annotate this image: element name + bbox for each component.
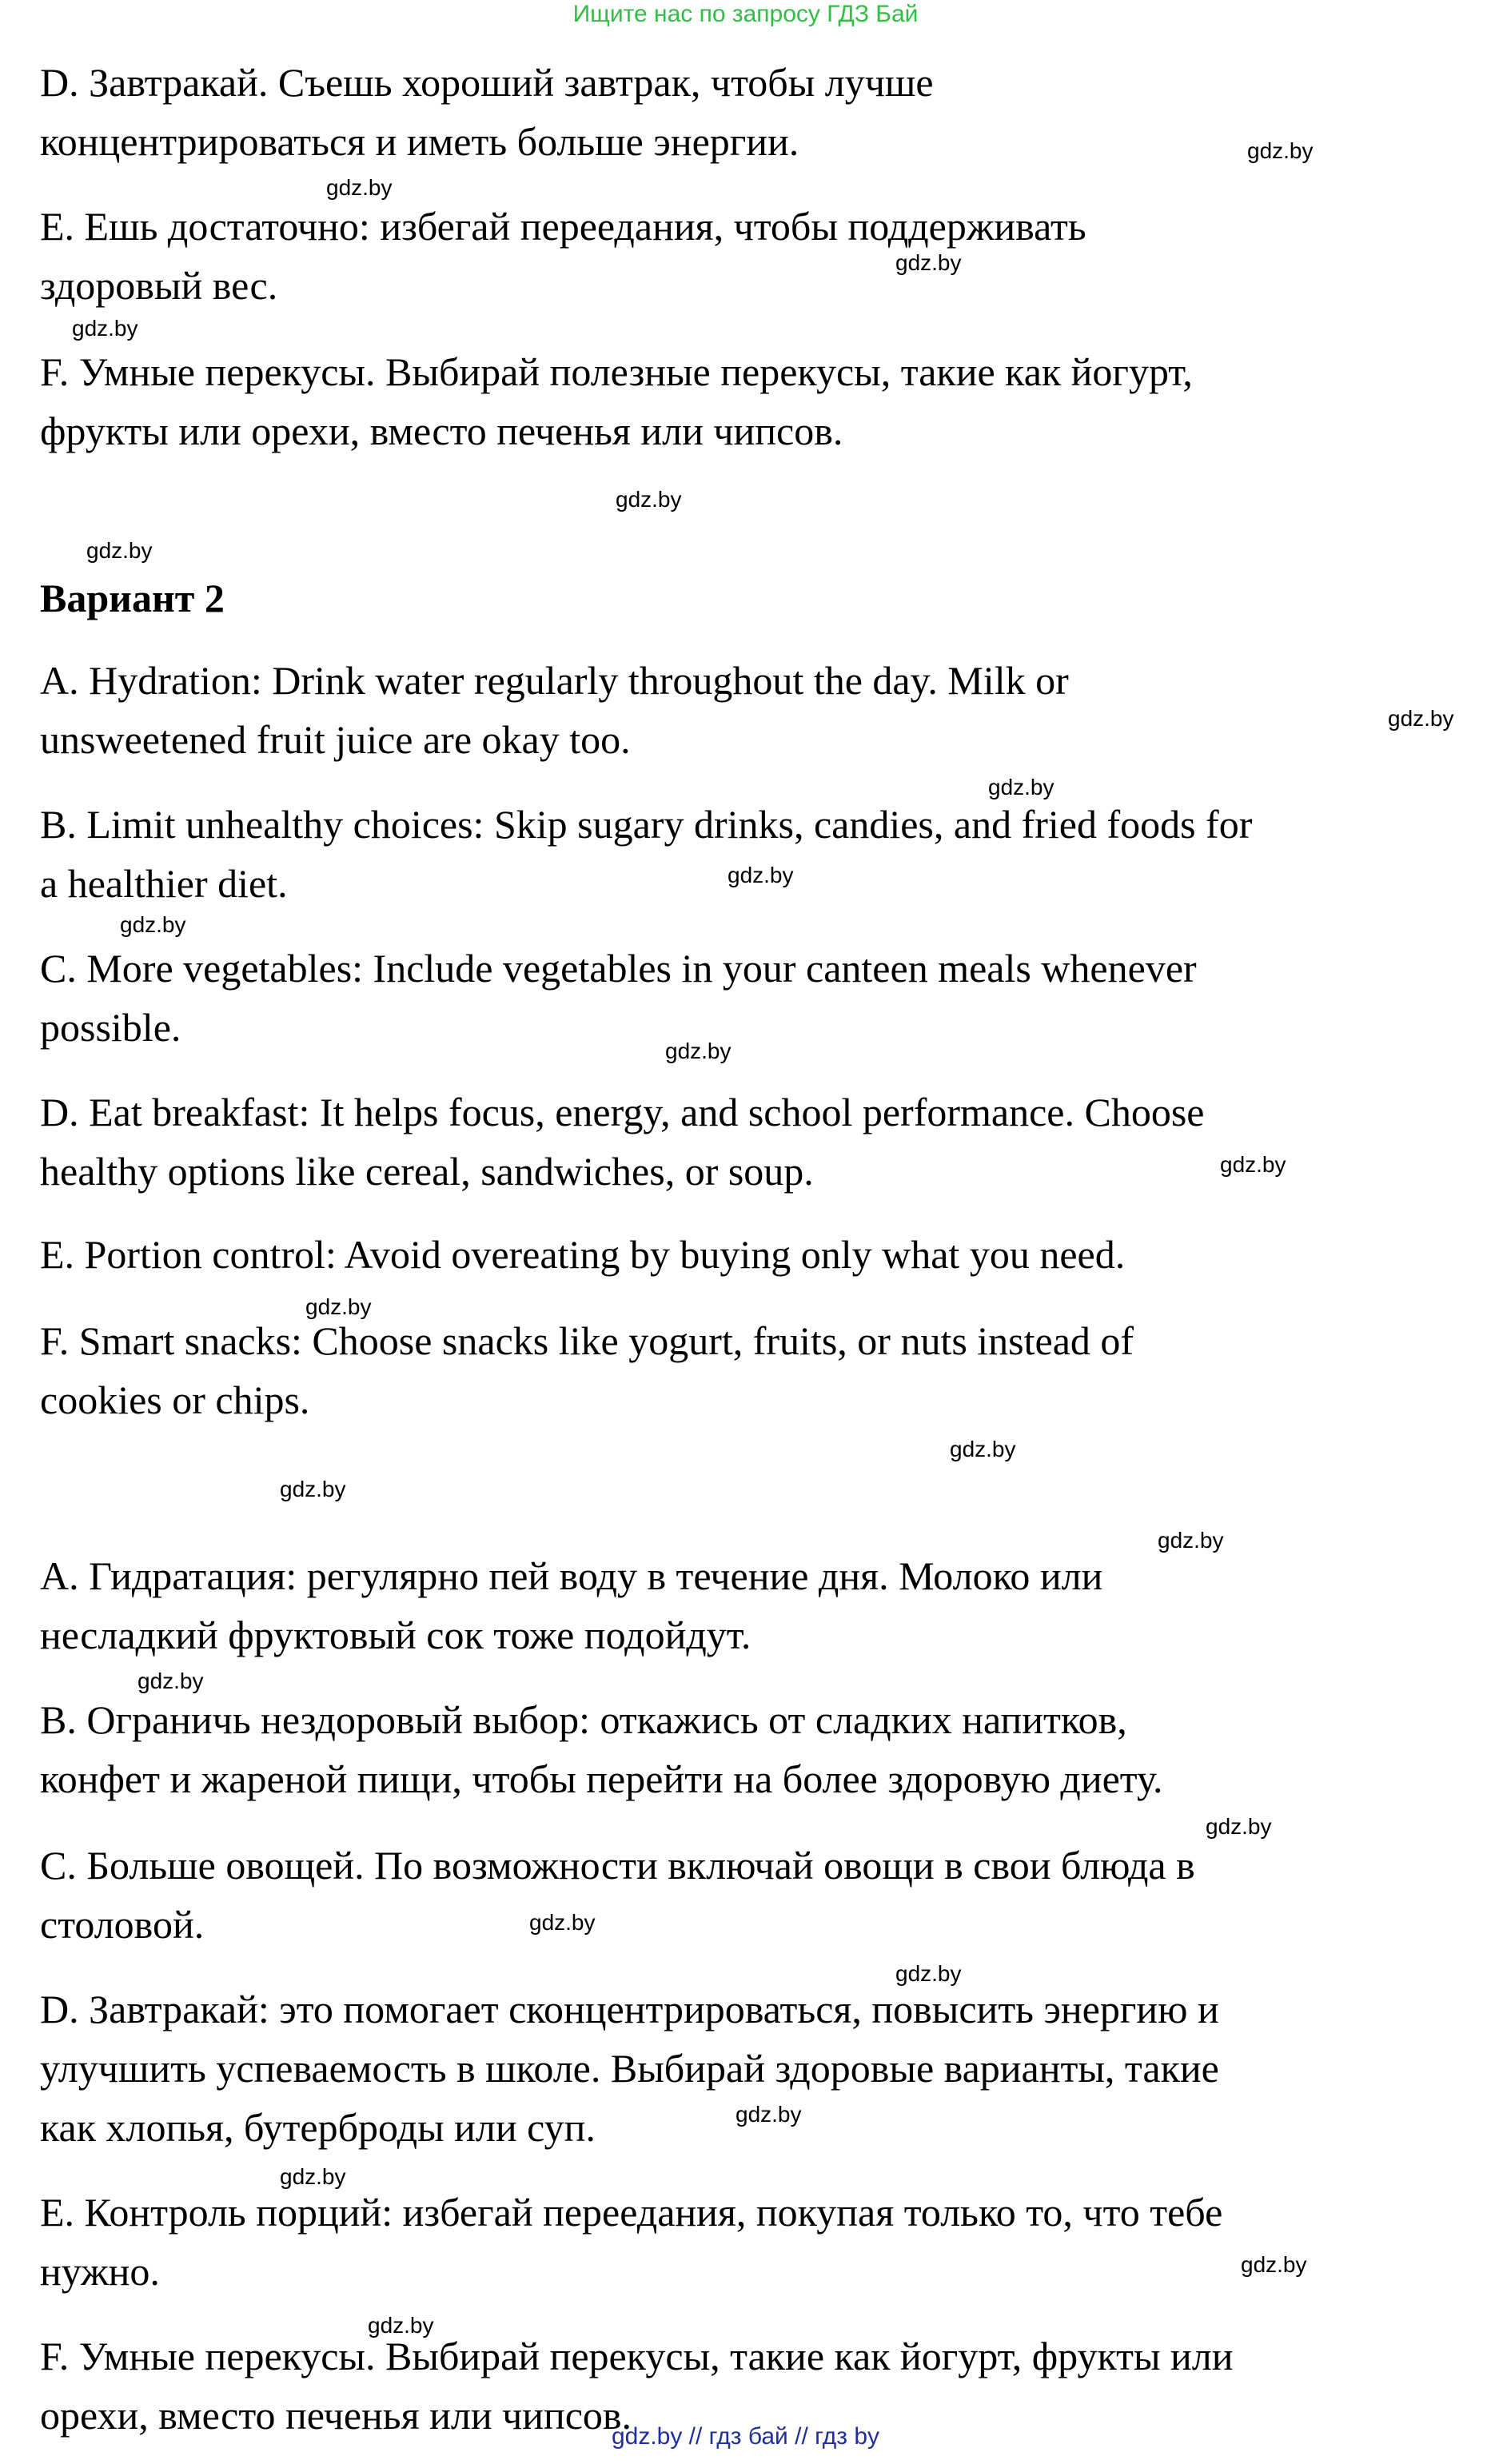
text-line: F. Smart snacks: Choose snacks like yogurt, fruits, or nuts instead of: [40, 1318, 1134, 1363]
item-a-hydration-ru: [40, 1546, 1463, 1665]
text-line: концентрироваться и иметь больше энергии.: [40, 119, 799, 164]
text-line: улучшить успеваемость в школе. Выбирай здоровые варианты, такие: [40, 2046, 1219, 2091]
text-line: конфет и жареной пищи, чтобы перейти на более здоровую диету.: [40, 1756, 1163, 1801]
item-c-vegetables-ru: [40, 1836, 1463, 1954]
text-line: фрукты или орехи, вместо печенья или чипсов.: [40, 409, 843, 453]
watermark: gdz.by: [86, 538, 153, 563]
item-f-smart-snacks-ru-1: [40, 342, 1463, 461]
text-line: C. More vegetables: Include vegetables in your canteen meals whenever: [40, 946, 1197, 991]
variant-2-heading: Вариант 2: [40, 576, 225, 620]
text-line: A. Hydration: Drink water regularly throughout the day. Milk or: [40, 658, 1069, 703]
watermark: gdz.by: [72, 316, 138, 341]
text-line: D. Завтракай. Съешь хороший завтрак, чтобы лучше: [40, 60, 934, 105]
watermark: gdz.by: [1220, 1152, 1286, 1177]
text-line: F. Умные перекусы. Выбирай полезные перекусы, такие как йогурт,: [40, 349, 1193, 394]
item-e-portion-control-en: [40, 1225, 1463, 1284]
text-line: несладкий фруктовый сок тоже подойдут.: [40, 1613, 751, 1657]
text-line: E. Portion control: Avoid overeating by buying only what you need.: [40, 1232, 1126, 1277]
text-line: possible.: [40, 1005, 181, 1050]
item-d-breakfast-ru-2: [40, 1980, 1463, 2157]
item-a-hydration-en: [40, 651, 1463, 769]
item-d-breakfast-en: [40, 1082, 1463, 1201]
text-line: cookies or chips.: [40, 1378, 310, 1422]
watermark: gdz.by: [736, 2102, 802, 2127]
text-line: А. Гидратация: регулярно пей воду в течение дня. Молоко или: [40, 1553, 1103, 1598]
item-f-smart-snacks-en: [40, 1311, 1463, 1429]
watermark: gdz.by: [895, 250, 962, 275]
watermark: gdz.by: [280, 1477, 346, 1501]
item-b-limit-unhealthy-en: [40, 795, 1463, 913]
watermark: gdz.by: [280, 2164, 346, 2189]
item-b-limit-unhealthy-ru: [40, 1690, 1463, 1808]
text-line: нужно.: [40, 2249, 160, 2294]
watermark: gdz.by: [988, 775, 1054, 799]
text-line: B. Limit unhealthy choices: Skip sugary drinks, candies, and fried foods for: [40, 802, 1253, 847]
watermark: gdz.by: [326, 175, 393, 200]
text-line: D. Завтракай: это помогает сконцентрироваться, повысить энергию и: [40, 1987, 1219, 2031]
watermark: gdz.by: [138, 1669, 204, 1693]
watermark: gdz.by: [616, 487, 682, 512]
text-line: unsweetened fruit juice are okay too.: [40, 717, 631, 762]
watermark: gdz.by: [665, 1039, 732, 1063]
watermark: gdz.by: [529, 1910, 596, 1935]
watermark: gdz.by: [1158, 1528, 1224, 1553]
text-line: как хлопья, бутерброды или суп.: [40, 2105, 596, 2150]
watermark: gdz.by: [950, 1437, 1016, 1461]
text-line: D. Eat breakfast: It helps focus, energy, and school performance. Choose: [40, 1090, 1205, 1134]
watermark: gdz.by: [1388, 706, 1454, 731]
text-line: здоровый вес.: [40, 263, 278, 308]
item-c-vegetables-en: [40, 939, 1463, 1057]
text-line: a healthier diet.: [40, 861, 288, 906]
text-line: healthy options like cereal, sandwiches, or soup.: [40, 1149, 814, 1194]
bottom-links-banner[interactable]: gdz.by // гдз бай // гдз by: [611, 2423, 880, 2450]
text-line: С. Больше овощей. По возможности включай овощи в свои блюда в: [40, 1843, 1195, 1888]
text-line: E. Ешь достаточно: избегай переедания, чтобы поддерживать: [40, 204, 1086, 249]
watermark: gdz.by: [368, 2313, 434, 2338]
watermark: gdz.by: [728, 863, 794, 887]
text-line: Е. Контроль порций: избегай переедания, покупая только то, что тебе: [40, 2190, 1223, 2235]
item-e-portion-control-ru: [40, 2183, 1463, 2301]
item-e-eat-enough-ru-1: [40, 197, 1463, 315]
watermark: gdz.by: [1241, 2252, 1307, 2277]
text-line: орехи, вместо печенья или чипсов.: [40, 2393, 632, 2438]
top-search-banner[interactable]: Ищите нас по запросу ГДЗ Бай: [572, 1, 919, 27]
text-line: столовой.: [40, 1902, 205, 1947]
text-line: F. Умные перекусы. Выбирай перекусы, такие как йогурт, фрукты или: [40, 2334, 1234, 2378]
watermark: gdz.by: [120, 912, 186, 937]
text-line: В. Ограничь нездоровый выбор: откажись от сладких напитков,: [40, 1697, 1127, 1742]
watermark: gdz.by: [895, 1961, 962, 1986]
watermark: gdz.by: [1206, 1814, 1272, 1839]
watermark: gdz.by: [1247, 138, 1314, 163]
watermark: gdz.by: [305, 1294, 372, 1319]
